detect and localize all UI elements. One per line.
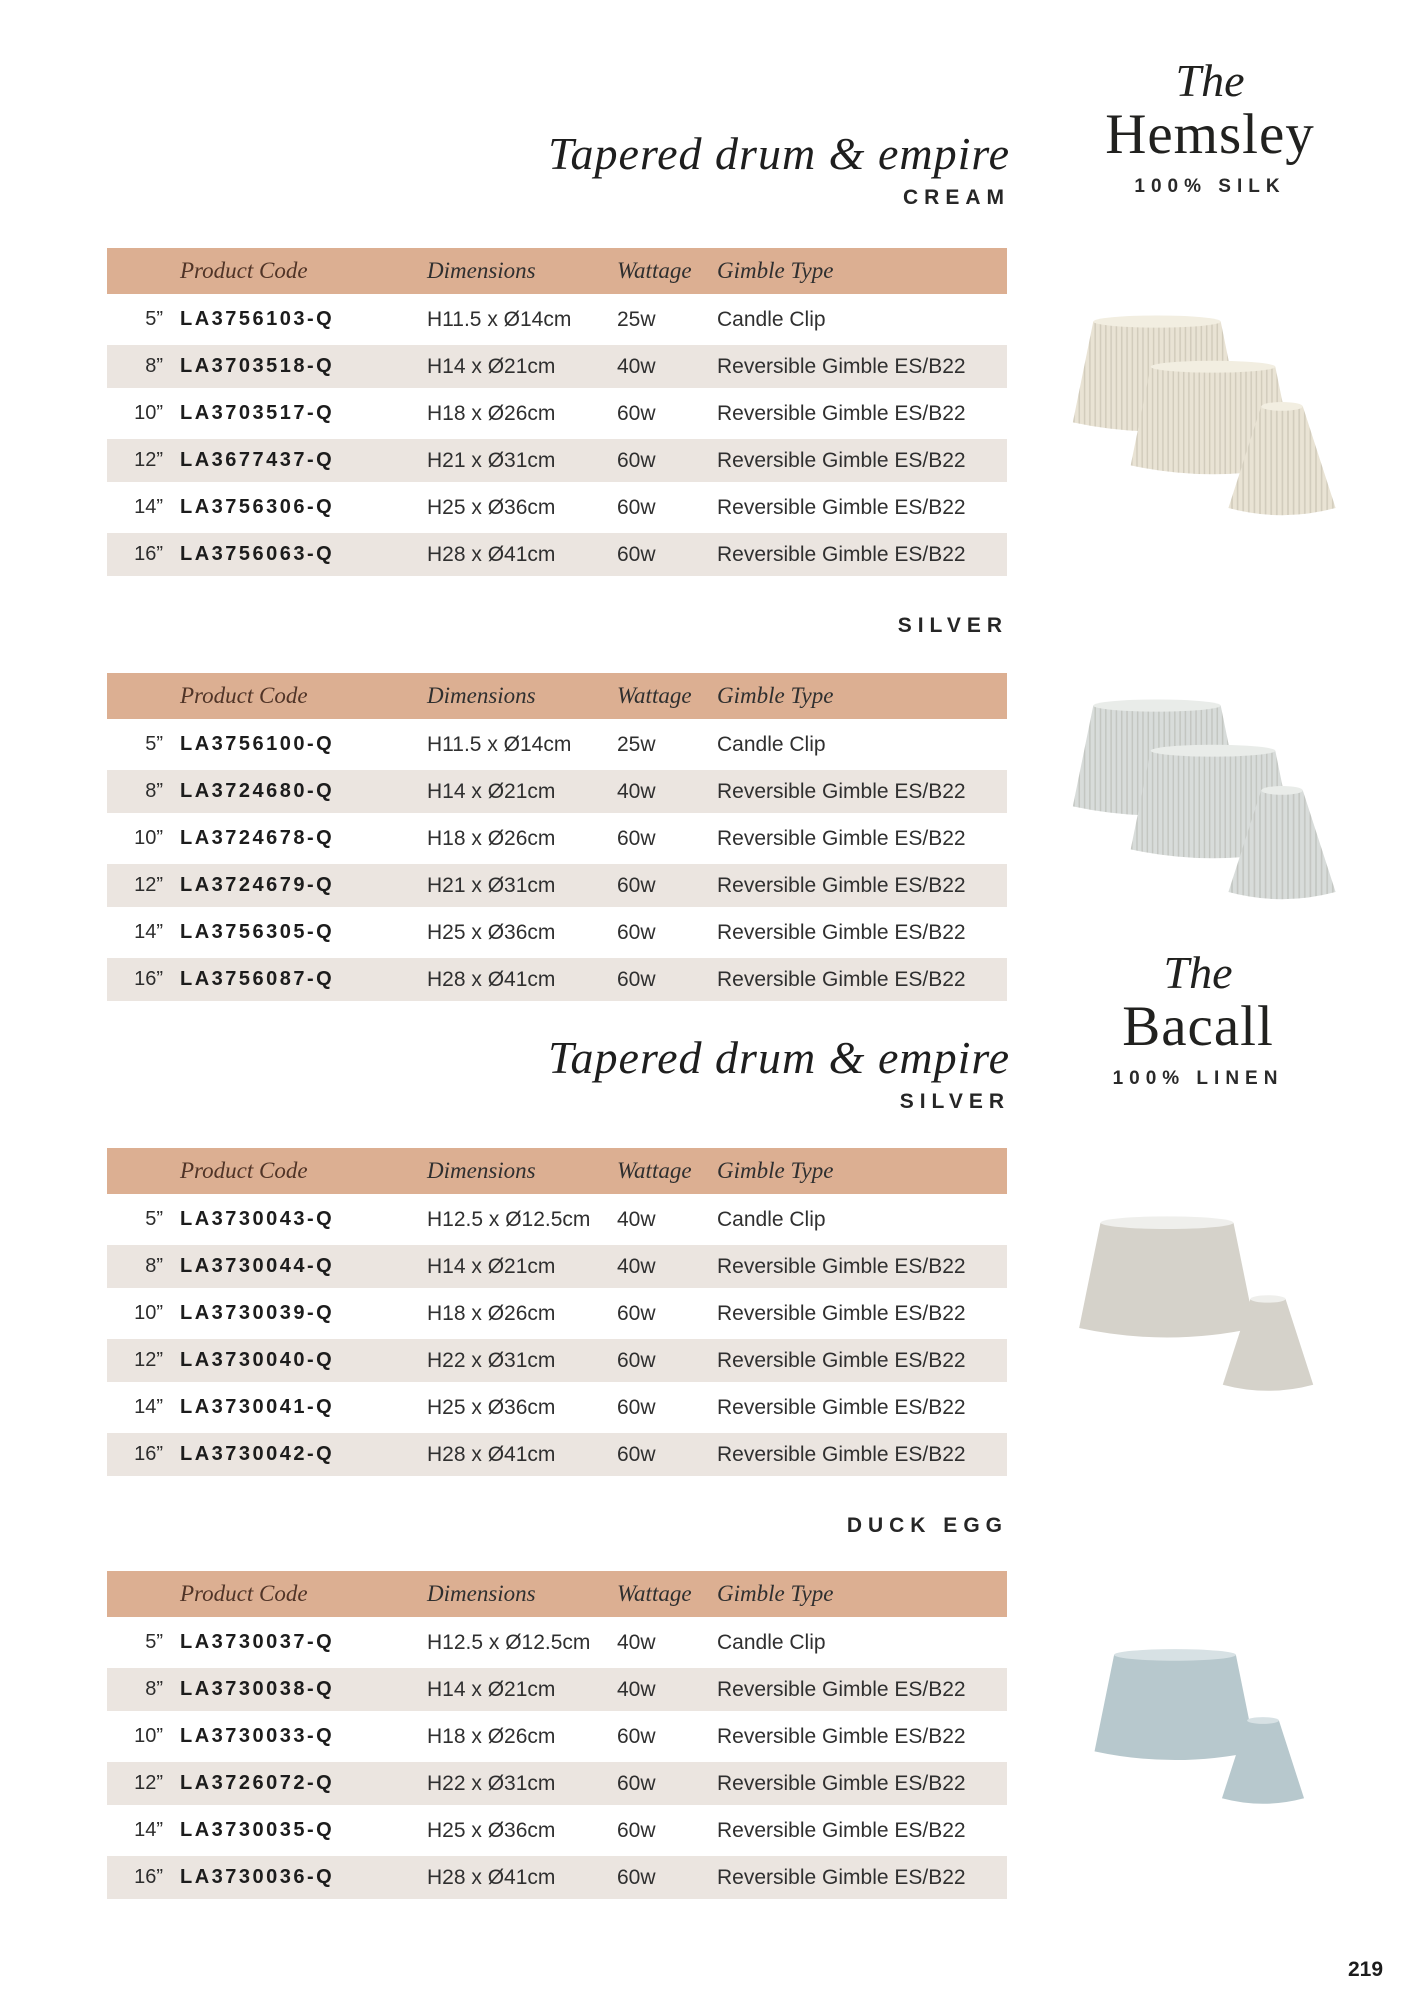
- cell-product-code: LA3703517-Q: [180, 402, 335, 424]
- cell-dimensions: H28 x Ø41cm: [427, 542, 556, 566]
- cell-wattage: 40w: [617, 779, 656, 803]
- table-header-row: [107, 1148, 1007, 1194]
- table-row: [107, 1386, 1007, 1429]
- header-cell-wattage: Wattage: [617, 683, 692, 708]
- header-cell-product-code: Product Code: [180, 1581, 308, 1606]
- cell-gimble-type: Reversible Gimble ES/B22: [717, 920, 966, 944]
- table-header-row: [107, 1571, 1007, 1617]
- section-title: Tapered drum & empire: [548, 1032, 1010, 1083]
- hemsley-silver-shades-image: [1058, 672, 1358, 922]
- cell-dimensions: H21 x Ø31cm: [427, 873, 556, 897]
- cell-size: 12”: [134, 449, 163, 471]
- cell-product-code: LA3703518-Q: [180, 355, 335, 377]
- header-cell-wattage: Wattage: [617, 1581, 692, 1606]
- product-table-cream: [107, 248, 1007, 580]
- header-cell-dimensions: Dimensions: [427, 258, 536, 283]
- cell-gimble-type: Reversible Gimble ES/B22: [717, 1348, 966, 1372]
- cell-product-code: LA3730033-Q: [180, 1725, 335, 1747]
- cell-wattage: 40w: [617, 354, 656, 378]
- cell-wattage: 60w: [617, 920, 656, 944]
- cell-product-code: LA3730037-Q: [180, 1631, 335, 1653]
- product-heading-bacall: [1063, 948, 1333, 1090]
- colorway-label-silver: SILVER: [897, 614, 1008, 637]
- lampshade-empire-icon: [1218, 390, 1346, 526]
- cell-product-code: LA3730042-Q: [180, 1443, 335, 1465]
- cell-gimble-type: Reversible Gimble ES/B22: [717, 1818, 966, 1842]
- cell-product-code: LA3756100-Q: [180, 733, 335, 755]
- page-number: 219: [1348, 1958, 1384, 1981]
- cell-product-code: LA3724680-Q: [180, 780, 335, 802]
- cell-dimensions: H14 x Ø21cm: [427, 354, 556, 378]
- cell-wattage: 60w: [617, 1771, 656, 1795]
- cell-size: 5”: [145, 733, 163, 755]
- table-row: [107, 1856, 1007, 1899]
- header-cell-product-code: Product Code: [180, 1158, 308, 1183]
- table-row: [107, 345, 1007, 388]
- cell-size: 10”: [134, 1725, 163, 1747]
- cell-size: 5”: [145, 308, 163, 330]
- table-row: [107, 1621, 1007, 1664]
- table-row: [107, 439, 1007, 482]
- header-cell-gimble-type: Gimble Type: [717, 1158, 834, 1183]
- product-heading-hemsley: [1075, 56, 1345, 198]
- table-body: [107, 1198, 1007, 1476]
- lampshade-empire-icon: [1214, 1280, 1322, 1405]
- table-row: [107, 958, 1007, 1001]
- colorway-label: CREAM: [903, 186, 1010, 209]
- cell-dimensions: H14 x Ø21cm: [427, 1254, 556, 1278]
- cell-gimble-type: Reversible Gimble ES/B22: [717, 1724, 966, 1748]
- cell-dimensions: H18 x Ø26cm: [427, 1724, 556, 1748]
- header-cell-dimensions: Dimensions: [427, 683, 536, 708]
- product-name-prefix: The: [1175, 55, 1245, 106]
- table-body: [107, 723, 1007, 1001]
- cell-wattage: 40w: [617, 1677, 656, 1701]
- cell-dimensions: H12.5 x Ø12.5cm: [427, 1207, 591, 1231]
- cell-size: 8”: [145, 780, 163, 802]
- cell-product-code: LA3730036-Q: [180, 1866, 335, 1888]
- cell-dimensions: H11.5 x Ø14cm: [427, 307, 572, 331]
- cell-product-code: LA3730040-Q: [180, 1349, 335, 1371]
- product-table-bacall-silver: [107, 1148, 1007, 1480]
- cell-product-code: LA3756063-Q: [180, 543, 335, 565]
- cell-wattage: 25w: [617, 732, 656, 756]
- cell-wattage: 60w: [617, 1865, 656, 1889]
- cell-size: 10”: [134, 1302, 163, 1324]
- cell-dimensions: H18 x Ø26cm: [427, 826, 556, 850]
- table-row: [107, 1245, 1007, 1288]
- cell-product-code: LA3730041-Q: [180, 1396, 335, 1418]
- table-row: [107, 1433, 1007, 1476]
- table-row: [107, 1339, 1007, 1382]
- cell-wattage: 60w: [617, 873, 656, 897]
- cell-gimble-type: Reversible Gimble ES/B22: [717, 401, 966, 425]
- cell-size: 12”: [134, 1349, 163, 1371]
- cell-gimble-type: Reversible Gimble ES/B22: [717, 1677, 966, 1701]
- section-heading-cream: [420, 128, 1010, 210]
- cell-product-code: LA3724679-Q: [180, 874, 335, 896]
- table-row: [107, 1292, 1007, 1335]
- cell-product-code: LA3756306-Q: [180, 496, 335, 518]
- table-header-row: [107, 248, 1007, 294]
- table-row: [107, 298, 1007, 341]
- table-body: [107, 298, 1007, 576]
- cell-product-code: LA3756305-Q: [180, 921, 335, 943]
- cell-gimble-type: Reversible Gimble ES/B22: [717, 1254, 966, 1278]
- cell-size: 5”: [145, 1208, 163, 1230]
- cell-size: 5”: [145, 1631, 163, 1653]
- cell-gimble-type: Reversible Gimble ES/B22: [717, 1442, 966, 1466]
- cell-wattage: 60w: [617, 401, 656, 425]
- colorway-label: SILVER: [899, 1090, 1010, 1113]
- cell-size: 12”: [134, 1772, 163, 1794]
- cell-product-code: LA3724678-Q: [180, 827, 335, 849]
- cell-dimensions: H11.5 x Ø14cm: [427, 732, 572, 756]
- cell-gimble-type: Reversible Gimble ES/B22: [717, 448, 966, 472]
- cell-dimensions: H14 x Ø21cm: [427, 1677, 556, 1701]
- header-cell-wattage: Wattage: [617, 1158, 692, 1183]
- header-cell-gimble-type: Gimble Type: [717, 683, 834, 708]
- cell-gimble-type: Candle Clip: [717, 1630, 826, 1654]
- lampshade-empire-icon: [1218, 774, 1346, 910]
- cell-product-code: LA3730044-Q: [180, 1255, 335, 1277]
- cell-wattage: 60w: [617, 1724, 656, 1748]
- cell-size: 8”: [145, 355, 163, 377]
- cell-wattage: 25w: [617, 307, 656, 331]
- header-cell-dimensions: Dimensions: [427, 1158, 536, 1183]
- header-cell-product-code: Product Code: [180, 258, 308, 283]
- cell-wattage: 60w: [617, 967, 656, 991]
- section-title: Tapered drum & empire: [548, 128, 1010, 179]
- cell-size: 14”: [134, 1819, 163, 1841]
- cell-size: 16”: [134, 1866, 163, 1888]
- cell-dimensions: H12.5 x Ø12.5cm: [427, 1630, 591, 1654]
- table-row: [107, 723, 1007, 766]
- product-name-prefix: The: [1163, 947, 1233, 998]
- product-table-duck-egg: [107, 1571, 1007, 1903]
- cell-wattage: 40w: [617, 1630, 656, 1654]
- cell-wattage: 60w: [617, 448, 656, 472]
- table-row: [107, 1668, 1007, 1711]
- cell-gimble-type: Reversible Gimble ES/B22: [717, 826, 966, 850]
- cell-gimble-type: Candle Clip: [717, 732, 826, 756]
- cell-product-code: LA3730035-Q: [180, 1819, 335, 1841]
- product-name: Bacall: [1122, 995, 1274, 1058]
- product-name: Hemsley: [1105, 103, 1315, 166]
- header-cell-gimble-type: Gimble Type: [717, 1581, 834, 1606]
- cell-gimble-type: Candle Clip: [717, 307, 826, 331]
- cell-product-code: LA3730039-Q: [180, 1302, 335, 1324]
- table-row: [107, 1762, 1007, 1805]
- cell-gimble-type: Reversible Gimble ES/B22: [717, 967, 966, 991]
- table-row: [107, 392, 1007, 435]
- cell-wattage: 60w: [617, 826, 656, 850]
- cell-size: 14”: [134, 921, 163, 943]
- cell-size: 16”: [134, 543, 163, 565]
- cell-wattage: 60w: [617, 1301, 656, 1325]
- cell-gimble-type: Reversible Gimble ES/B22: [717, 354, 966, 378]
- cell-wattage: 60w: [617, 1348, 656, 1372]
- table-row: [107, 1809, 1007, 1852]
- cell-gimble-type: Reversible Gimble ES/B22: [717, 779, 966, 803]
- header-cell-product-code: Product Code: [180, 683, 308, 708]
- cell-size: 14”: [134, 496, 163, 518]
- header-cell-gimble-type: Gimble Type: [717, 258, 834, 283]
- cell-dimensions: H25 x Ø36cm: [427, 495, 556, 519]
- cell-dimensions: H28 x Ø41cm: [427, 967, 556, 991]
- cell-product-code: LA3756103-Q: [180, 308, 335, 330]
- cell-wattage: 60w: [617, 1442, 656, 1466]
- bacall-linen-shades-image: [1072, 1188, 1332, 1408]
- cell-gimble-type: Reversible Gimble ES/B22: [717, 542, 966, 566]
- cell-gimble-type: Reversible Gimble ES/B22: [717, 495, 966, 519]
- cell-product-code: LA3730043-Q: [180, 1208, 335, 1230]
- table-row: [107, 864, 1007, 907]
- cell-size: 14”: [134, 1396, 163, 1418]
- table-row: [107, 1198, 1007, 1241]
- cell-product-code: LA3756087-Q: [180, 968, 335, 990]
- table-header-row: [107, 673, 1007, 719]
- cell-size: 12”: [134, 874, 163, 896]
- cell-size: 16”: [134, 1443, 163, 1465]
- cell-product-code: LA3726072-Q: [180, 1772, 335, 1794]
- cell-size: 10”: [134, 827, 163, 849]
- cell-dimensions: H28 x Ø41cm: [427, 1442, 556, 1466]
- cell-wattage: 60w: [617, 1395, 656, 1419]
- cell-gimble-type: Reversible Gimble ES/B22: [717, 1301, 966, 1325]
- cell-dimensions: H25 x Ø36cm: [427, 1395, 556, 1419]
- cell-wattage: 60w: [617, 1818, 656, 1842]
- cell-dimensions: H25 x Ø36cm: [427, 1818, 556, 1842]
- cell-gimble-type: Candle Clip: [717, 1207, 826, 1231]
- cell-dimensions: H18 x Ø26cm: [427, 401, 556, 425]
- colorway-label-duck-egg: DUCK EGG: [846, 1514, 1008, 1537]
- table-row: [107, 817, 1007, 860]
- table-row: [107, 1715, 1007, 1758]
- cell-product-code: LA3677437-Q: [180, 449, 335, 471]
- cell-gimble-type: Reversible Gimble ES/B22: [717, 873, 966, 897]
- lampshade-empire-icon: [1214, 1698, 1312, 1822]
- product-material: 100% LINEN: [1112, 1068, 1284, 1089]
- cell-gimble-type: Reversible Gimble ES/B22: [717, 1395, 966, 1419]
- cell-dimensions: H22 x Ø31cm: [427, 1348, 556, 1372]
- table-row: [107, 486, 1007, 529]
- cell-dimensions: H22 x Ø31cm: [427, 1771, 556, 1795]
- cell-wattage: 40w: [617, 1254, 656, 1278]
- cell-size: 8”: [145, 1678, 163, 1700]
- product-table-silver: [107, 673, 1007, 1005]
- hemsley-cream-shades-image: [1058, 288, 1358, 538]
- cell-gimble-type: Reversible Gimble ES/B22: [717, 1865, 966, 1889]
- cell-size: 10”: [134, 402, 163, 424]
- table-row: [107, 911, 1007, 954]
- cell-size: 8”: [145, 1255, 163, 1277]
- table-row: [107, 770, 1007, 813]
- section-heading-bacall-silver: [420, 1032, 1010, 1114]
- bacall-duck-egg-shades-image: [1080, 1622, 1330, 1832]
- cell-dimensions: H18 x Ø26cm: [427, 1301, 556, 1325]
- cell-gimble-type: Reversible Gimble ES/B22: [717, 1771, 966, 1795]
- table-body: [107, 1621, 1007, 1899]
- cell-dimensions: H28 x Ø41cm: [427, 1865, 556, 1889]
- product-material: 100% SILK: [1134, 176, 1286, 197]
- header-cell-dimensions: Dimensions: [427, 1581, 536, 1606]
- cell-wattage: 60w: [617, 495, 656, 519]
- cell-size: 16”: [134, 968, 163, 990]
- table-row: [107, 533, 1007, 576]
- cell-dimensions: H25 x Ø36cm: [427, 920, 556, 944]
- header-cell-wattage: Wattage: [617, 258, 692, 283]
- cell-wattage: 60w: [617, 542, 656, 566]
- cell-dimensions: H21 x Ø31cm: [427, 448, 556, 472]
- cell-wattage: 40w: [617, 1207, 656, 1231]
- cell-dimensions: H14 x Ø21cm: [427, 779, 556, 803]
- cell-product-code: LA3730038-Q: [180, 1678, 335, 1700]
